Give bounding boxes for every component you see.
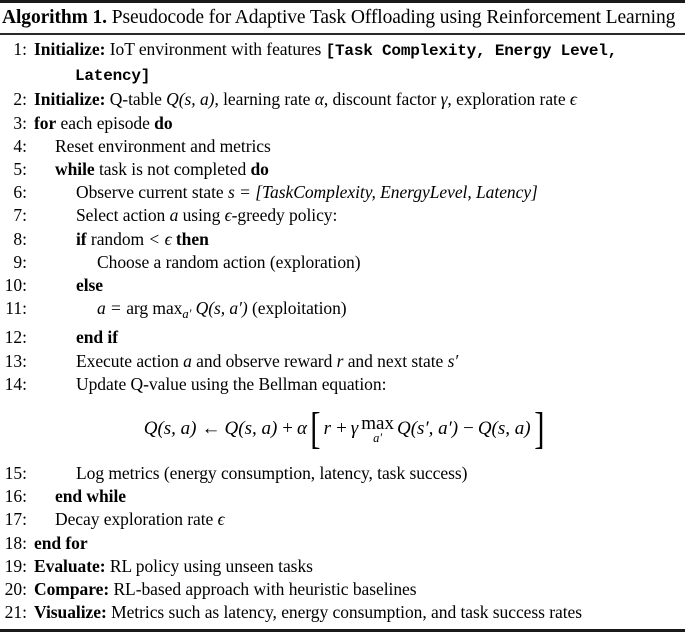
bellman-equation-expression	[143, 404, 548, 454]
line-number: 14:	[4, 373, 27, 394]
line-text: Select action	[76, 205, 166, 226]
equation-gamma: γ	[350, 418, 359, 440]
line-content	[34, 373, 685, 396]
line-number: 13:	[4, 350, 27, 371]
code-line	[0, 485, 685, 508]
line-number: 18:	[4, 532, 27, 553]
code-line-continuation	[0, 63, 685, 88]
math-less-than: <	[149, 228, 160, 249]
line-number: 3:	[13, 112, 27, 133]
code-line	[0, 297, 685, 326]
code-line	[0, 112, 685, 135]
line-number: 8:	[13, 228, 27, 249]
equation-max-label: max	[361, 412, 394, 434]
line-text: Q-table	[109, 89, 162, 110]
code-line	[0, 601, 685, 624]
line-keyword-do: do	[250, 159, 269, 180]
line-text: using	[182, 205, 221, 226]
line-keyword-for: for	[34, 112, 57, 133]
line-text: and next state	[347, 350, 444, 371]
equation-arrow: ←	[201, 418, 221, 440]
math-q-function: Q(s, a)	[166, 89, 215, 110]
math-epsilon: ϵ	[569, 89, 577, 110]
line-content	[34, 274, 685, 297]
line-content	[34, 158, 685, 181]
line-text: Metrics such as latency, energy consumption, and task success rates	[111, 602, 583, 623]
line-text: each episode	[60, 112, 150, 133]
line-number: 16:	[4, 486, 27, 507]
code-line	[0, 373, 685, 396]
code-line	[0, 135, 685, 158]
equation-minus: −	[463, 418, 474, 440]
line-keyword-then: then	[175, 228, 209, 249]
line-text: Update Q-value using the Bellman equation:	[76, 373, 387, 394]
math-action-var: a	[183, 350, 192, 371]
line-text: Choose a random action (exploration)	[97, 251, 361, 272]
algorithm-caption-label: Algorithm 1.	[2, 7, 107, 28]
math-state-var: s	[227, 182, 235, 203]
line-content	[34, 532, 685, 555]
code-line	[0, 555, 685, 578]
equation-q-next: Q(s′, a′)	[397, 418, 459, 440]
line-keyword-end-for: end for	[34, 532, 88, 553]
line-number: 9:	[13, 251, 27, 272]
line-number: 2:	[13, 89, 27, 110]
line-text: , exploration rate	[447, 89, 566, 110]
equation-max-subscript: a′	[373, 430, 383, 445]
equation-plus: +	[282, 418, 294, 440]
code-line	[0, 532, 685, 555]
code-line	[0, 462, 685, 485]
line-number: 6:	[13, 182, 27, 203]
bottom-rule	[0, 629, 685, 632]
line-content	[34, 204, 685, 227]
line-text: Execute action	[76, 350, 179, 371]
line-content	[34, 88, 685, 111]
line-number: 1:	[13, 39, 27, 59]
bellman-equation	[0, 396, 685, 462]
math-epsilon: ϵ	[164, 228, 172, 249]
line-content	[34, 555, 685, 578]
pseudocode-lines	[0, 37, 685, 625]
line-number: 20:	[4, 579, 27, 600]
equation-bracket-close: ]	[533, 404, 545, 454]
line-content	[34, 601, 685, 624]
line-text: , learning rate	[214, 89, 311, 110]
math-state-vector: [TaskComplexity, EnergyLevel, Latency]	[255, 182, 538, 203]
caption-rule	[0, 33, 685, 35]
equation-reward: r	[323, 418, 332, 440]
line-keyword-while: while	[55, 159, 95, 180]
line-text: Decay exploration rate	[55, 509, 214, 530]
line-number: 10:	[4, 275, 27, 296]
line-content	[34, 228, 685, 251]
line-text: -greedy policy:	[231, 205, 338, 226]
algorithm-caption-text: Pseudocode for Adaptive Task Offloading using Reinforcement Learning	[111, 7, 676, 28]
math-q-next: Q(s, a′)	[195, 298, 248, 319]
line-content	[34, 38, 685, 63]
code-line	[0, 508, 685, 531]
equation-alpha: α	[297, 418, 307, 440]
line-content	[34, 578, 685, 601]
math-gamma: γ	[440, 89, 448, 110]
equation-max-operator	[358, 414, 397, 445]
line-keyword-end-if: end if	[76, 327, 118, 348]
math-action-var: a	[97, 298, 106, 319]
line-text: IoT environment with features	[109, 39, 322, 59]
code-line	[0, 350, 685, 373]
line-mono-text: Latency]	[75, 67, 151, 86]
line-keyword-do: do	[154, 112, 173, 133]
code-line	[0, 578, 685, 601]
line-number: 19:	[4, 555, 27, 576]
line-text: Observe current state	[76, 182, 224, 203]
line-text: random	[90, 228, 145, 249]
math-reward-var: r	[336, 350, 344, 371]
line-text: (exploitation)	[252, 298, 347, 319]
math-action-var: a	[169, 205, 179, 226]
line-text: , discount factor	[323, 89, 437, 110]
line-keyword: Evaluate:	[34, 555, 106, 576]
math-equals: =	[111, 298, 121, 319]
code-line	[0, 228, 685, 251]
math-epsilon: ϵ	[224, 205, 232, 226]
line-text: RL policy using unseen tasks	[109, 555, 313, 576]
equation-term1: Q(s, a)	[224, 418, 278, 440]
line-content	[34, 63, 685, 88]
math-next-state-var: s′	[447, 350, 459, 371]
line-text: and observe reward	[196, 350, 333, 371]
math-equals: =	[240, 182, 250, 203]
line-mono-text: [Task Complexity, Energy Level,	[325, 42, 618, 60]
code-line	[0, 38, 685, 63]
line-content	[34, 112, 685, 135]
line-text: Log metrics (energy consumption, latency, task success)	[76, 463, 468, 484]
line-content	[34, 350, 685, 373]
line-content	[34, 297, 685, 326]
line-number: 4:	[13, 135, 27, 156]
equation-q-current: Q(s, a)	[477, 418, 531, 440]
line-number: 21:	[4, 602, 27, 623]
line-keyword: Initialize:	[34, 89, 106, 110]
code-line	[0, 158, 685, 181]
line-number: 5:	[13, 159, 27, 180]
code-line	[0, 326, 685, 349]
line-text: Reset environment and metrics	[55, 135, 271, 156]
line-text: task is not completed	[98, 159, 247, 180]
line-content	[34, 462, 685, 485]
line-content	[34, 135, 685, 158]
line-text: RL-based approach with heuristic baselines	[113, 579, 417, 600]
line-number: 12:	[4, 327, 27, 348]
line-keyword: Initialize:	[34, 39, 106, 59]
line-number: 11:	[5, 298, 27, 319]
equation-plus2: +	[336, 418, 347, 440]
math-argmax-subscript: a′	[182, 307, 192, 322]
line-keyword-if: if	[76, 228, 87, 249]
line-keyword: Compare:	[34, 579, 110, 600]
line-number: 15:	[4, 463, 27, 484]
math-alpha: α	[314, 89, 324, 110]
line-content	[34, 251, 685, 274]
line-content	[34, 181, 685, 204]
math-argmax: arg max	[126, 298, 183, 319]
line-keyword: Visualize:	[34, 602, 107, 623]
line-number: 17:	[4, 509, 27, 530]
line-content	[34, 326, 685, 349]
algorithm-caption	[0, 3, 685, 30]
math-epsilon: ϵ	[217, 509, 225, 530]
code-line	[0, 88, 685, 111]
code-line	[0, 274, 685, 297]
code-line	[0, 204, 685, 227]
line-keyword-else: else	[76, 275, 104, 296]
code-line	[0, 251, 685, 274]
equation-bracket-open: [	[310, 404, 321, 454]
line-content	[34, 508, 685, 531]
line-number: 7:	[13, 205, 27, 226]
equation-lhs: Q(s, a)	[143, 418, 197, 440]
code-line	[0, 181, 685, 204]
line-keyword-end-while: end while	[55, 486, 127, 507]
line-content	[34, 485, 685, 508]
